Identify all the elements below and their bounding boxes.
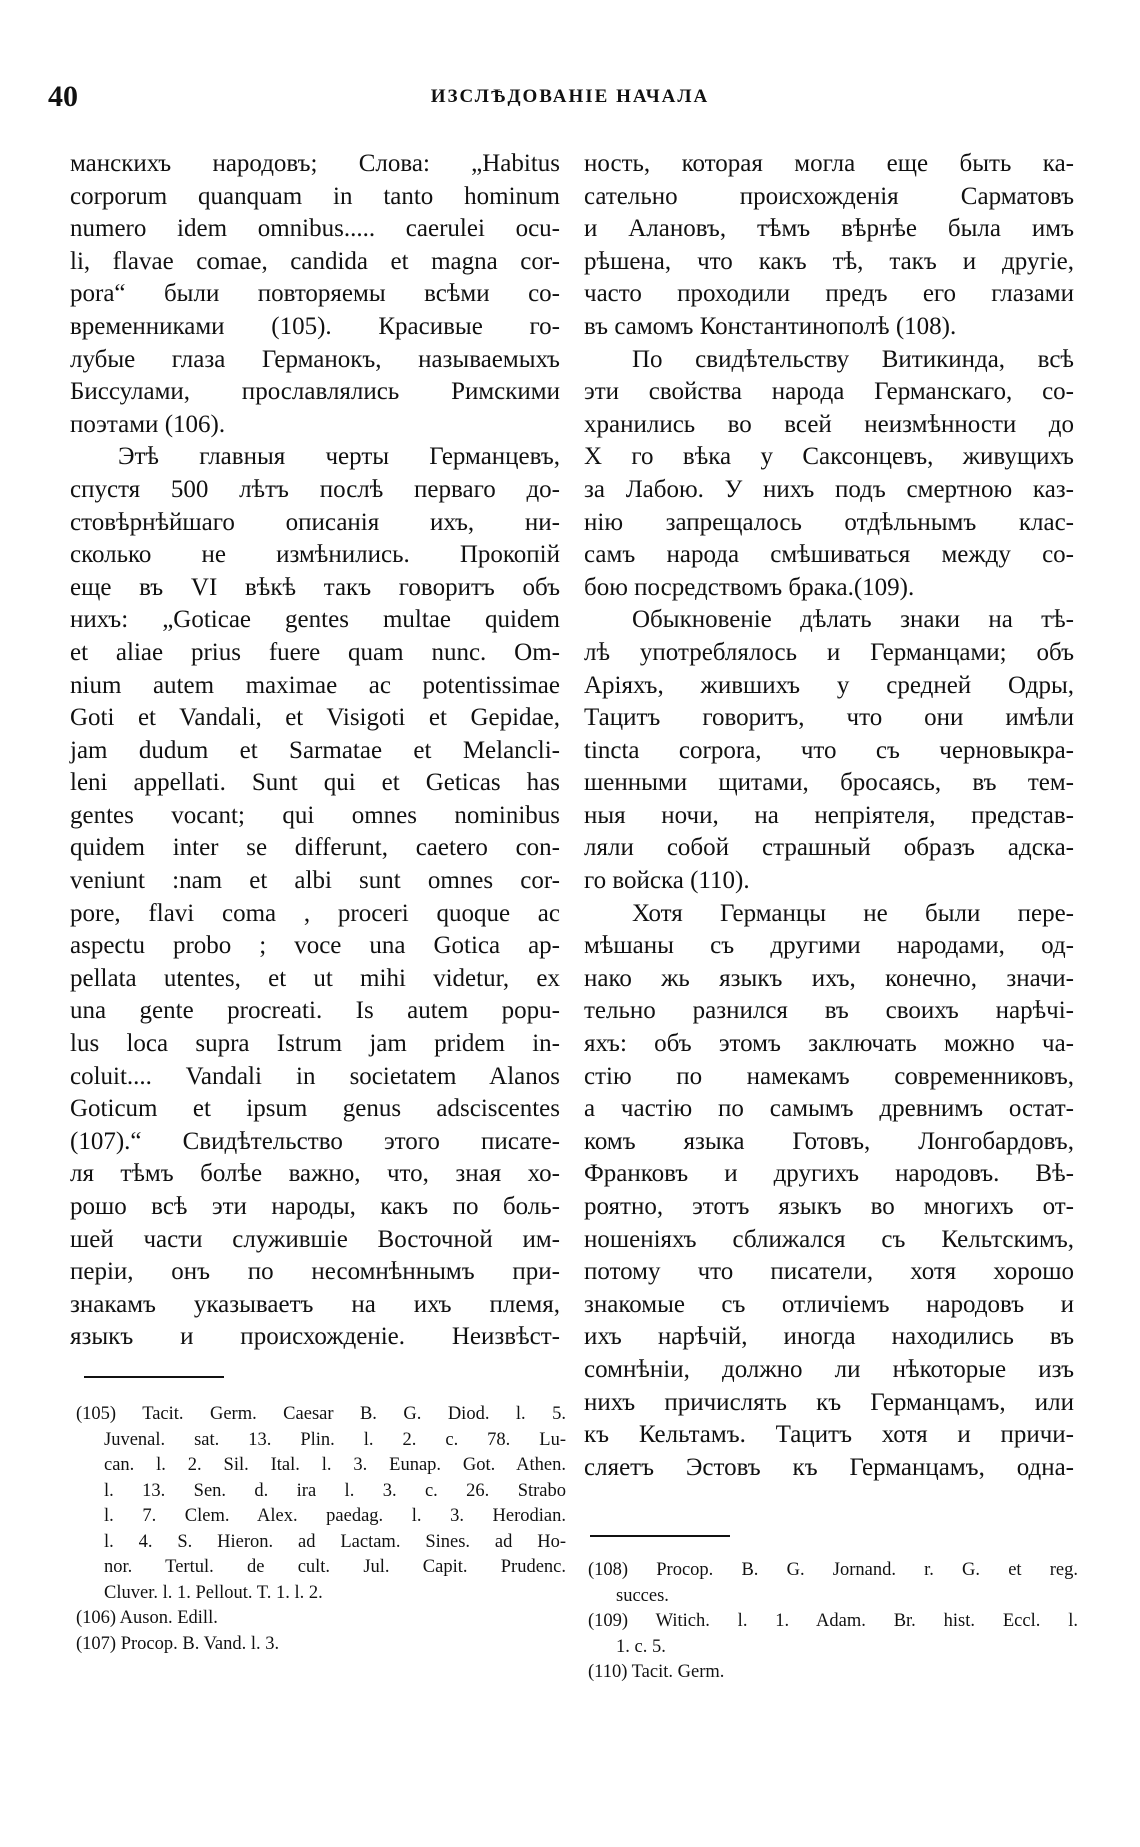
text-line: сомнѣніи, должно ли нѣкоторые изъ xyxy=(584,1355,1074,1383)
footnote-line: can. l. 2. Sil. Ital. l. 3. Eunap. Got. Athen. xyxy=(104,1455,566,1475)
text-line: coluit.... Vandali in societatem Alanos xyxy=(70,1062,560,1090)
text-line: знакамъ указываетъ на ихъ племя, xyxy=(70,1290,560,1318)
text-line: стовѣрнѣйшаго описанія ихъ, ни- xyxy=(70,508,560,536)
footnote xyxy=(76,1632,566,1658)
text-line: Goti et Vandali, et Visigoti et Gepidae, xyxy=(70,704,560,732)
text-line: (107).“ Свидѣтельство этого писате- xyxy=(70,1127,560,1155)
text-line: часто проходили предъ его глазами xyxy=(584,280,1074,308)
text-line: quidem inter se differunt, caetero con- xyxy=(70,834,560,862)
footnote xyxy=(588,1660,1078,1686)
text-line: ность, которая могла еще быть ка- xyxy=(584,150,1074,177)
text-line: X го вѣка у Саксонцевъ, живущихъ xyxy=(584,443,1074,471)
text-line: nium autem maximae ac potentissimae xyxy=(70,671,560,699)
left-column-body xyxy=(70,148,560,1354)
text-line: Этѣ главныя черты Германцевъ, xyxy=(118,443,560,471)
text-line: jam dudum et Sarmatae et Melancli- xyxy=(70,736,560,764)
right-column-body xyxy=(584,148,1074,1484)
footnote-line: l. 4. S. Hieron. ad Lactam. Sines. ad Ho- xyxy=(104,1531,566,1552)
text-line: нако жь языкъ ихъ, конечно, значи- xyxy=(584,964,1074,992)
text-line: leni appellati. Sunt qui et Geticas has xyxy=(70,769,560,797)
text-line: Франковъ и другихъ народовъ. Вѣ- xyxy=(584,1160,1074,1188)
text-line: ля тѣмъ болѣе важно, что, зная хо- xyxy=(70,1160,560,1188)
text-line: Goticum et ipsum genus adsciscentes xyxy=(70,1095,560,1123)
text-line: къ Кельтамъ. Тацитъ хотя и причи- xyxy=(584,1421,1074,1449)
right-footnotes xyxy=(588,1558,1078,1686)
footnote xyxy=(76,1402,566,1606)
text-line: въ самомъ Константинополѣ (108). xyxy=(584,312,957,340)
text-line: лѣ употреблялось и Германцами; объ xyxy=(584,638,1074,666)
text-line: за Лабою. У нихъ подъ смертною каз- xyxy=(584,475,1074,503)
text-line: сколько не измѣнились. Прокопій xyxy=(70,541,560,569)
text-line: ныя ночи, на непріятеля, представ- xyxy=(584,801,1074,829)
text-line: манскихъ народовъ; Слова: „Habitus xyxy=(70,150,560,177)
text-line: Биссулами, прославлялись Римскими xyxy=(70,378,560,406)
text-line: самъ народа смѣшиваться между со- xyxy=(584,541,1074,569)
right-footnote-rule xyxy=(590,1535,730,1537)
text-line: рѣшена, что какъ тѣ, такъ и другіе, xyxy=(584,247,1074,275)
text-line: рошо всѣ эти народы, какъ по боль- xyxy=(70,1193,560,1220)
text-line: временниками (105). Красивые го- xyxy=(70,312,560,340)
text-line: и Алановъ, тѣмъ вѣрнѣе была имъ xyxy=(584,215,1074,243)
text-line: pore, flavi coma , proceri quoque ac xyxy=(70,899,560,927)
text-line: Аріяхъ, жившихъ у средней Одры, xyxy=(584,671,1074,699)
text-line: яхъ: объ этомъ заключать можно ча- xyxy=(584,1030,1074,1058)
footnote-line: succes. xyxy=(616,1585,669,1606)
text-line: потому что писатели, хотя хорошо xyxy=(584,1258,1074,1286)
text-line: спустя 500 лѣтъ послѣ перваго до- xyxy=(70,475,560,503)
text-line: сляетъ Эстовъ къ Германцамъ, одна- xyxy=(584,1453,1074,1481)
text-line: бою посредствомъ брака.(109). xyxy=(584,573,915,601)
footnote-line: Juvenal. sat. 13. Plin. l. 2. c. 78. Lu- xyxy=(104,1429,566,1450)
footnote xyxy=(588,1558,1078,1609)
footnote xyxy=(588,1609,1078,1660)
footnote-line: (110) Tacit. Germ. xyxy=(588,1662,725,1682)
footnote-line: (106) Auson. Edill. xyxy=(76,1608,218,1628)
text-line: языкъ и происхожденіе. Неизвѣст- xyxy=(70,1323,560,1351)
text-line: corporum quanquam in tanto hominum xyxy=(70,182,560,210)
footnote-line: nor. Tertul. de cult. Jul. Capit. Prudenc. xyxy=(104,1557,566,1577)
page-number: 40 xyxy=(48,80,78,113)
left-footnote-rule xyxy=(84,1376,224,1378)
text-line: мѣшаны съ другими народами, од- xyxy=(584,932,1074,960)
footnote-line: (107) Procop. B. Vand. l. 3. xyxy=(76,1633,280,1654)
footnote-line: (105) Tacit. Germ. Caesar B. G. Diod. l. 5. xyxy=(76,1404,566,1424)
text-line: gentes vocant; qui omnes nominibus xyxy=(70,801,560,829)
text-line: лубые глаза Германокъ, называемыхъ xyxy=(70,345,560,373)
text-line: ношеніяхъ сближался съ Кельтскимъ, xyxy=(584,1225,1074,1253)
footnote-line: Cluver. l. 1. Pellout. T. 1. l. 2. xyxy=(104,1582,323,1603)
text-line: эти свойства народа Германскаго, со- xyxy=(584,378,1074,406)
text-line: поэтами (106). xyxy=(70,410,226,438)
footnote-line: l. 7. Clem. Alex. paedag. l. 3. Herodian. xyxy=(104,1506,566,1526)
text-line: комъ языка Готовъ, Лонгобардовъ, xyxy=(584,1127,1074,1155)
text-line: lus loca supra Istrum jam pridem in- xyxy=(70,1030,560,1058)
text-line: шей части служившіе Восточной им- xyxy=(70,1225,560,1253)
text-line: нію запрещалось отдѣльнымъ клас- xyxy=(584,508,1074,536)
text-line: нихъ причислять къ Германцамъ, или xyxy=(584,1388,1074,1416)
text-line: et aliae prius fuere quam nunc. Om- xyxy=(70,638,560,666)
text-line: хранились во всей неизмѣнности до xyxy=(584,410,1074,438)
text-line: знакомые съ отличіемъ народовъ и xyxy=(584,1290,1074,1318)
text-line: aspectu probo ; voce una Gotica ap- xyxy=(70,932,560,960)
text-line: Хотя Германцы не были пере- xyxy=(632,899,1074,927)
text-line: сательно происхожденія Сарматовъ xyxy=(584,182,1074,210)
footnote-line: 1. c. 5. xyxy=(616,1636,666,1657)
footnote-line: (109) Witich. l. 1. Adam. Br. hist. Eccl. l. xyxy=(588,1611,1078,1631)
text-line: numero idem omnibus..... caerulei ocu- xyxy=(70,215,560,243)
text-line: ихъ нарѣчій, иногда находились въ xyxy=(584,1323,1074,1351)
text-line: тельно разнился въ своихъ нарѣчі- xyxy=(584,997,1074,1025)
text-line: pora“ были повторяемы всѣми со- xyxy=(70,280,560,308)
text-line: еще въ VI вѣкѣ такъ говоритъ объ xyxy=(70,573,560,601)
text-line: го войска (110). xyxy=(584,867,750,895)
footnote xyxy=(76,1606,566,1632)
text-line: роятно, этотъ языкъ во многихъ от- xyxy=(584,1193,1074,1220)
text-line: а частію по самымъ древнимъ остат- xyxy=(584,1095,1074,1123)
text-line: нихъ: „Goticae gentes multae quidem xyxy=(70,606,560,634)
text-line: li, flavae comae, candida et magna cor- xyxy=(70,247,560,275)
text-line: veniunt :nam et albi sunt omnes cor- xyxy=(70,867,560,895)
footnote-line: (108) Procop. B. G. Jornand. r. G. et reg. xyxy=(588,1560,1078,1580)
text-line: По свидѣтельству Витикинда, всѣ xyxy=(632,345,1074,373)
left-footnotes xyxy=(76,1402,566,1657)
text-line: шенными щитами, бросаясь, въ тем- xyxy=(584,769,1074,797)
text-line: ляли собой страшный образъ адска- xyxy=(584,834,1074,862)
text-line: una gente procreati. Is autem popu- xyxy=(70,997,560,1025)
text-line: Тацитъ говоритъ, что они имѣли xyxy=(584,704,1074,732)
text-line: Обыкновеніе дѣлать знаки на тѣ- xyxy=(632,606,1074,634)
text-line: pellata utentes, et ut mihi videtur, ex xyxy=(70,964,560,992)
text-line: tincta corpora, что съ черновыкра- xyxy=(584,736,1074,764)
text-line: стію по намекамъ современниковъ, xyxy=(584,1062,1074,1090)
running-title: ИЗСЛѢДОВАНІЕ НАЧАЛА xyxy=(430,86,710,107)
text-line: періи, онъ по несомнѣннымъ при- xyxy=(70,1258,560,1286)
footnote-line: l. 13. Sen. d. ira l. 3. c. 26. Strabo xyxy=(104,1480,566,1501)
